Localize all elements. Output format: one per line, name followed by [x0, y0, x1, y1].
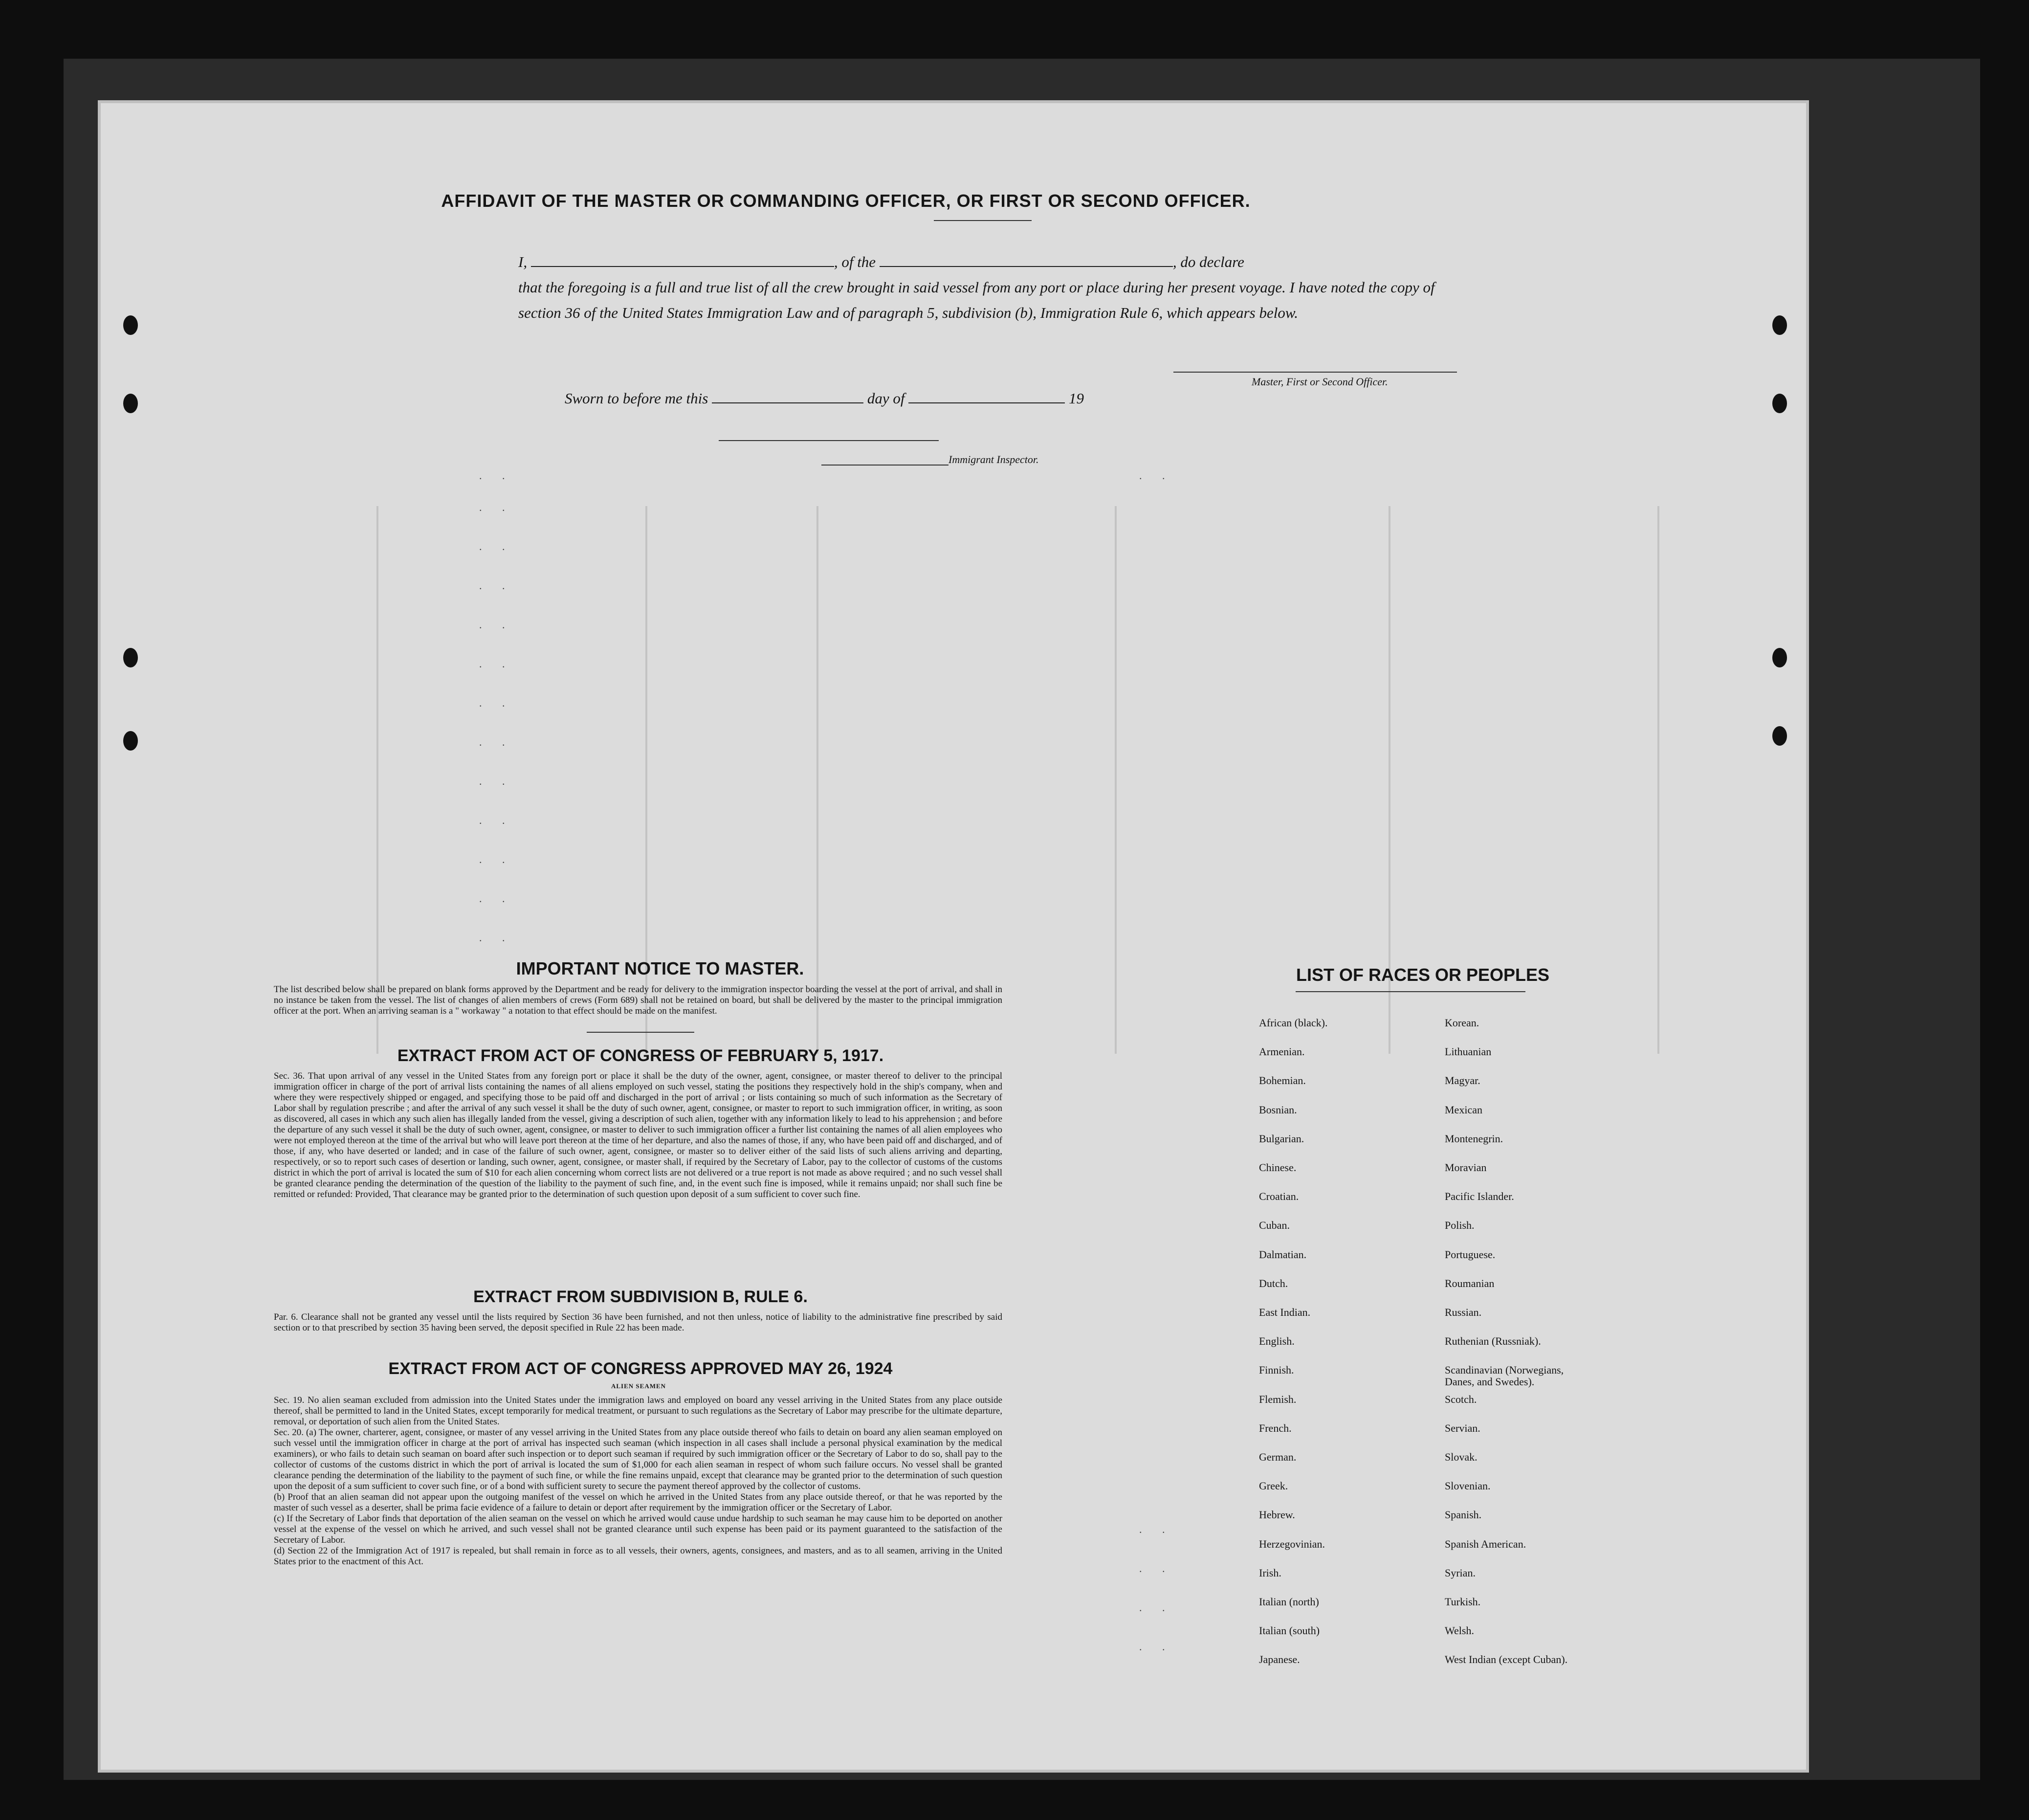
race-item: Servian. — [1445, 1421, 1480, 1434]
race-item: East Indian. — [1259, 1306, 1311, 1318]
row-dots: . . — [1139, 1562, 1174, 1575]
race-item: French. — [1259, 1421, 1292, 1434]
race-item: West Indian (except Cuban). — [1445, 1653, 1568, 1666]
race-item: Mexican — [1445, 1103, 1482, 1116]
race-item: Japanese. — [1259, 1653, 1300, 1666]
sworn-month-blank[interactable] — [908, 391, 1065, 403]
race-item: Hebrew. — [1259, 1509, 1295, 1521]
race-item: Spanish. — [1445, 1509, 1482, 1521]
race-item: Ruthenian (Russniak). — [1445, 1335, 1541, 1348]
punch-hole — [1772, 315, 1787, 335]
race-item: Lithuanian — [1445, 1045, 1492, 1058]
row-dots: . . — [479, 619, 514, 631]
declaration-text: that the foregoing is a full and true list of all the crew brought in said vessel from any port or place during her present voyage. I have noted the copy of section 36 of the United States Immigration Law and of paragraph 5, subdivision (b), Immigration Rule 6, which appears below. — [518, 279, 1435, 321]
race-item: Montenegrin. — [1445, 1132, 1503, 1145]
of-the-label: , of the — [834, 253, 876, 270]
row-dots: . . — [479, 775, 514, 787]
row-dots: . . — [479, 892, 514, 905]
race-item: English. — [1259, 1335, 1295, 1348]
affidavit-declaration — [518, 249, 1467, 326]
signature-line[interactable] — [1173, 372, 1457, 373]
race-item: Slovak. — [1445, 1451, 1478, 1463]
race-item: Magyar. — [1445, 1074, 1480, 1087]
race-item: Welsh. — [1445, 1624, 1474, 1637]
i-label: I, — [518, 253, 528, 270]
races-title: LIST OF RACES OR PEOPLES — [1296, 965, 1550, 985]
punch-hole — [123, 648, 138, 667]
inspector-label: Immigrant Inspector. — [948, 453, 1039, 466]
day-of-label: day of — [867, 390, 905, 407]
row-dots: . . — [479, 814, 514, 826]
race-item: Bulgarian. — [1259, 1132, 1304, 1145]
race-item: German. — [1259, 1451, 1297, 1463]
race-item: Greek. — [1259, 1480, 1288, 1492]
sworn-line — [565, 390, 1084, 407]
notice-rule — [587, 1032, 694, 1033]
rule-6-title: EXTRACT FROM SUBDIVISION B, RULE 6. — [473, 1287, 808, 1306]
race-item: Herzegovinian. — [1259, 1537, 1325, 1550]
act-1924-text: Sec. 19. No alien seaman excluded from admission into the United States under the immigration laws and employed on board any vessel arriving in the United States from any place outside thereof, shall be permitted to land in the United States, except temporarily for medical treatment, or pursuant to such regulations as the Secretary of Labor may prescribe for the ultimate departure, removal, or deportation of such alien from the United States. Sec. 20. (a) The owner, charterer, agent, consignee, or master of any vessel arriving in the United States from any place outside thereof who fails to detain on board any alien seaman employed on such vessel until the immigration officer in charge at the port of arrival has inspected such seaman (which inspection in all cases shall include a personal physical examination by the medical examiners), or who fails to detain such seaman on board after such inspection or to deport such seaman if required by such immigration officer or the Secretary of Labor to do so, shall pay to the collector of customs of the customs district in which the port of arrival is located the sum of $1,000 for each alien seaman in respect of whom such failure occurs. No vessel shall be granted clearance pending the determination of the liability to the payment of such fine, or while the fine remains unpaid, except that clearance may be granted prior to the determination of such question upon the deposit of a sum sufficient to cover such fine, or of a bond with sufficient surety to secure the payment thereof approved by the collector of customs. (b) Proof that an alien seaman did not appear upon the outgoing manifest of the vessel on which he arrived in the United States from any place outside thereof, or that he was reported by the master of such vessel as a deserter, shall be prima facie evidence of a failure to detain or deport after requirement by the immigration officer or the Secretary of Labor. (c) If the Secretary of Labor finds that deportation of the alien seaman on the vessel on which he arrived would cause undue hardship to such seaman he may cause him to be deported on another vessel at the expense of the vessel on which he arrived, and such vessel shall not be granted clearance until such expense has been paid or its payment guaranteed to the satisfaction of the Secretary of Labor. (d) Section 22 of the Immigration Act of 1917 is repealed, but shall remain in force as to all vessels, their owners, agents, consignees, and masters, and as to all seamen, arriving in the United States prior to the enactment of this Act. — [274, 1395, 1002, 1567]
rule-6-text: Par. 6. Clearance shall not be granted any vessel until the lists required by Section 36 have been furnished, and not then unless, notice of liability to the administrative fine prescribed by said section or to that prescribed by section 35 having been served, the deposit specified in Rule 22 has been made. — [274, 1312, 1002, 1333]
punch-hole — [1772, 394, 1787, 413]
punch-hole — [123, 394, 138, 413]
races-title-underline — [1296, 991, 1525, 992]
notice-title: IMPORTANT NOTICE TO MASTER. — [516, 958, 804, 978]
race-item: Armenian. — [1259, 1045, 1305, 1058]
punch-hole — [123, 315, 138, 335]
race-item: Spanish American. — [1445, 1537, 1526, 1550]
row-dots: . . — [479, 579, 514, 592]
signature-label: Master, First or Second Officer. — [1252, 376, 1388, 388]
race-item: Finnish. — [1259, 1364, 1294, 1376]
race-item: Flemish. — [1259, 1393, 1297, 1405]
act-1917-title: EXTRACT FROM ACT OF CONGRESS OF FEBRUARY 5, 1917. — [397, 1046, 884, 1065]
race-item: Chinese. — [1259, 1161, 1297, 1174]
race-item: Slovenian. — [1445, 1480, 1491, 1492]
name-blank[interactable] — [531, 254, 834, 267]
row-dots: . . — [479, 697, 514, 709]
notice-text: The list described below shall be prepared on blank forms approved by the Department and be ready for delivery to the immigration inspector boarding the vessel at the port of arrival, and shall in no instance be taken from the vessel. The list of changes of alien members of crews (Form 689) shall not be retained on board, but shall be delivered by the master to the principal immigration officer at the port. When an arriving seaman is a " workaway " a notation to that effect should be made on the manifest. — [274, 984, 1002, 1016]
race-item: Syrian. — [1445, 1566, 1476, 1579]
year-prefix: 19 — [1068, 390, 1084, 407]
race-item: Scandinavian (Norwegians, Danes, and Swedes). — [1445, 1364, 1564, 1388]
race-item: Dutch. — [1259, 1277, 1288, 1289]
act-1917-text: Sec. 36. That upon arrival of any vessel in the United States from any foreign port or place it shall be the duty of the owner, agent, consignee, or master thereof to deliver to the principal immigration officer in charge of the port of arrival lists containing the names of all aliens employed on such vessel, stating the positions they respectively hold in the ship's company, when and where they were respectively shipped or engaged, and specifying those to be paid off and discharged in the port of arrival ; or lists containing so much of such information as the Secretary of Labor shall by regulation prescribe ; and after the arrival of any such vessel it shall be the duty of such owner, agent, consignee, or master to report to such immigration officer, in writing, as soon as discovered, all cases in which any such alien has illegally landed from the vessel, giving a description of such alien, together with any information likely to lead to his apprehension ; and before the departure of any such vessel it shall be the duty of such owner, agent, consignee, or master to deliver to such immigration officer a further list containing the names of all alien employees who were not employed thereon at the time of the arrival but who will leave port thereon at the time of her departure, and also the names of those, if any, who have been paid off and discharged, and of those, if any, who have deserted or landed; and in case of the failure of such owner, agent, consignee, or master so to deliver either of the said lists of such aliens arriving and departing, respectively, or so to report such cases of desertion or landing, such owner, agent, consignee, or master shall, if required by the Secretary of Labor, pay to the collector of customs of the customs district in which the port of arrival is located the sum of $10 for each alien concerning whom correct lists are not delivered or a true report is not made as above required ; and no such vessel shall be granted clearance pending the determination of the question of the liability to the payment of such fine, and, in the event such fine is imposed, while it remains unpaid; nor shall such fine be remitted or refunded: Provided, That clearance may be granted prior to the determination of such question upon deposit of a sum sufficient to cover such fine. — [274, 1071, 1002, 1199]
row-dots: . . — [1139, 1523, 1174, 1535]
sworn-day-blank[interactable] — [712, 391, 863, 403]
vessel-blank[interactable] — [880, 254, 1173, 267]
race-item: Russian. — [1445, 1306, 1482, 1318]
document-page — [98, 100, 1809, 1773]
row-dots: . . — [479, 736, 514, 748]
race-item: Scotch. — [1445, 1393, 1477, 1405]
sworn-label: Sworn to before me this — [565, 390, 708, 407]
inspector-signature-line[interactable] — [821, 465, 948, 466]
do-declare-label: , do declare — [1172, 253, 1244, 270]
race-item: African (black). — [1259, 1017, 1328, 1029]
act-1924-title: EXTRACT FROM ACT OF CONGRESS APPROVED MAY 26, 1924 — [388, 1359, 893, 1378]
act-1924-subtitle: ALIEN SEAMEN — [611, 1382, 666, 1390]
race-item: Cuban. — [1259, 1219, 1290, 1232]
race-item: Bohemian. — [1259, 1074, 1306, 1087]
affidavit-title: AFFIDAVIT OF THE MASTER OR COMMANDING OFFICER, OR FIRST OR SECOND OFFICER. — [441, 191, 1251, 211]
ghost-column-line — [1115, 506, 1117, 1054]
row-dots: . . — [479, 540, 514, 553]
race-item: Turkish. — [1445, 1596, 1481, 1608]
row-dots: . . — [1139, 1641, 1174, 1653]
race-item: Italian (south) — [1259, 1624, 1320, 1637]
row-dots: . . — [479, 932, 514, 944]
affidavit-first-line — [518, 249, 1467, 275]
punch-hole — [1772, 726, 1787, 746]
race-item: Irish. — [1259, 1566, 1281, 1579]
race-item: Italian (north) — [1259, 1596, 1319, 1608]
race-item: Pacific Islander. — [1445, 1190, 1514, 1203]
race-item: Polish. — [1445, 1219, 1475, 1232]
row-dots: . . — [1139, 469, 1174, 482]
row-dots: . . — [1139, 1601, 1174, 1614]
race-item: Roumanian — [1445, 1277, 1495, 1289]
race-item: Portuguese. — [1445, 1248, 1496, 1261]
row-dots: . . — [479, 658, 514, 670]
row-dots: . . — [479, 501, 514, 513]
ghost-column-line — [1657, 506, 1659, 1054]
punch-hole — [1772, 648, 1787, 667]
race-item: Dalmatian. — [1259, 1248, 1307, 1261]
row-dots: . . — [479, 469, 514, 482]
punch-hole — [123, 731, 138, 751]
race-item: Bosnian. — [1259, 1103, 1297, 1116]
title-underline — [934, 220, 1032, 221]
race-item: Moravian — [1445, 1161, 1487, 1174]
race-item: Croatian. — [1259, 1190, 1299, 1203]
race-item: Korean. — [1445, 1017, 1479, 1029]
inspector-rule — [719, 440, 939, 441]
row-dots: . . — [479, 853, 514, 866]
